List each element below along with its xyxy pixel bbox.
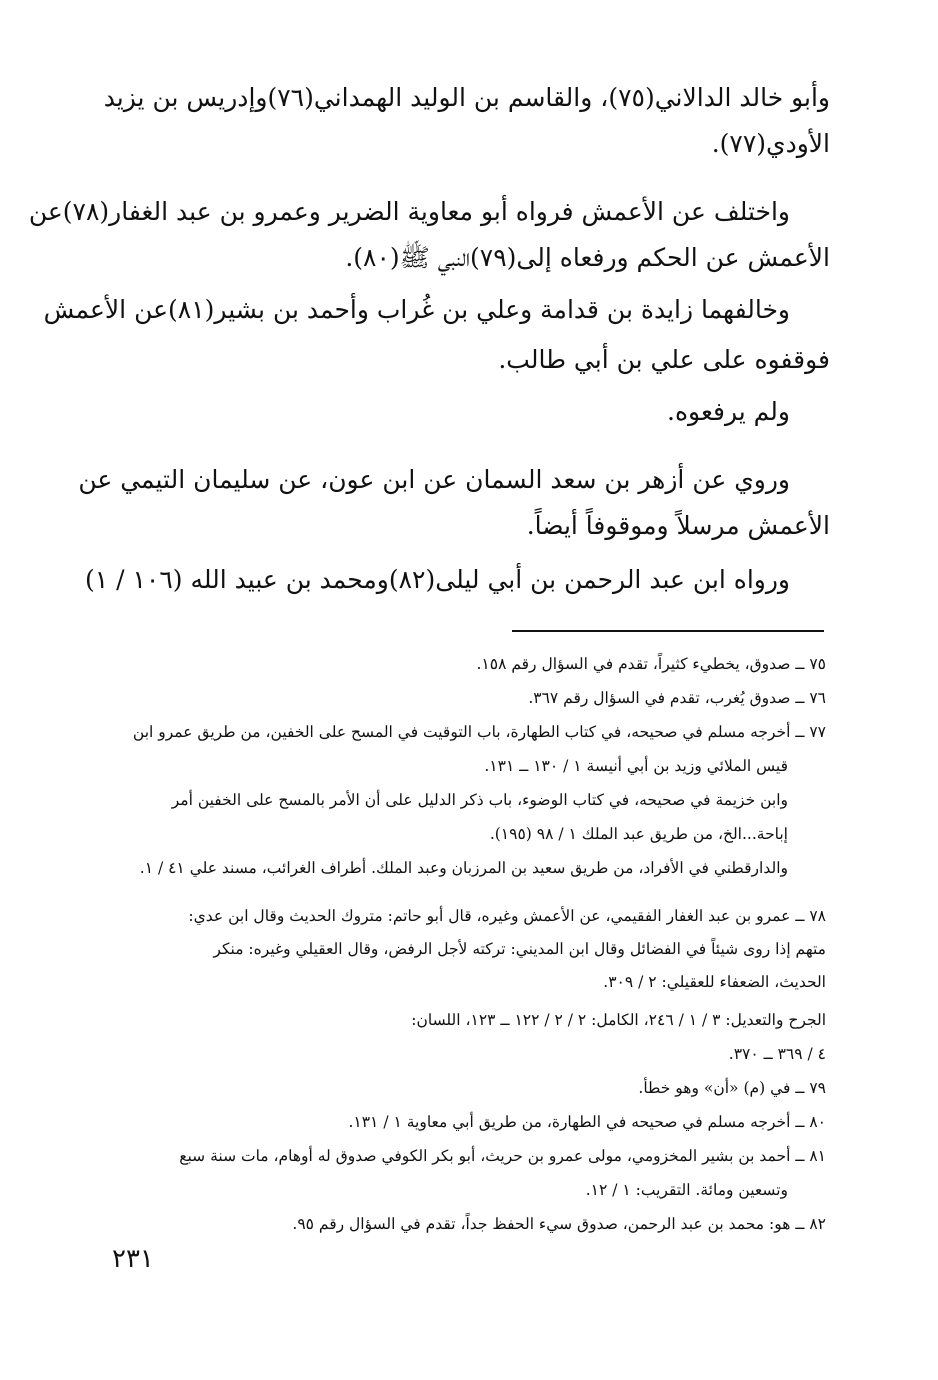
footnote-81-cont: وتسعين ومائة. التقريب: ١ / ١٢. (585, 1181, 788, 1199)
body-line-10: ورواه ابن عبد الرحمن بن أبي ليلى(٨٢)ومحمد بن عبيد الله (١٠٦ / ١) (84, 565, 790, 594)
body-line-9: الأعمش مرسلاً وموقوفاً أيضاً. (526, 511, 830, 540)
footnote-77: ٧٧ ــ أخرجه مسلم في صحيحه، في كتاب الطهارة، باب التوقيت في المسح على الخفين، من طريق عمرو ابن (132, 723, 826, 741)
footnote-78: ٧٨ ــ عمرو بن عبد الغفار الفقيمي، عن الأعمش وغيره، قال أبو حاتم: متروك الحديث وقال ابن عدي: (188, 907, 826, 925)
footnote-78-cont-3: الجرح والتعديل: ٣ / ١ / ٢٤٦، الكامل: ٢ / ٢ / ١٢٢ ــ ١٢٣، اللسان: (411, 1011, 826, 1029)
body-line-1: وأبو خالد الدالاني(٧٥)، والقاسم بن الوليد الهمداني(٧٦)وإدريس بن يزيد (103, 83, 830, 112)
page-number: ٢٣١ (112, 1244, 154, 1274)
footnote-78-cont-2: الحديث، الضعفاء للعقيلي: ٢ / ٣٠٩. (603, 973, 826, 991)
footnote-76: ٧٦ ــ صدوق يُغرب، تقدم في السؤال رقم ٣٦٧. (528, 689, 826, 707)
footnote-75: ٧٥ ــ صدوق، يخطيء كثيراً، تقدم في السؤال رقم ١٥٨. (476, 655, 826, 673)
footnote-77-cont-4: والدارقطني في الأفراد، من طريق سعيد بن المرزبان وعبد الملك. أطراف الغرائب، مسند علي ٤١ / ١. (139, 859, 788, 877)
footnote-82: ٨٢ ــ هو: محمد بن عبد الرحمن، صدوق سيء الحفظ جداً، تقدم في السؤال رقم ٩٥. (292, 1215, 826, 1233)
footnote-78-cont-1: متهم إذا روى شيئاً في الفضائل وقال ابن المديني: تركته لأجل الرفض، وقال العقيلي وغيره: منكر (213, 940, 826, 958)
footnote-77-cont-1: قيس الملائي وزيد بن أبي أنيسة ١ / ١٣٠ ــ ١٣١. (484, 757, 788, 775)
footnote-77-cont-2: وابن خزيمة في صحيحه، في كتاب الوضوء، باب ذكر الدليل على أن الأمر بالمسح على الخفين أمر (171, 791, 788, 809)
footnote-79: ٧٩ ــ في (م) «أن» وهو خطأ. (638, 1079, 826, 1097)
body-line-4: الأعمش عن الحكم ورفعاه إلى(٧٩)النبي ﷺ(٨٠). (345, 243, 830, 272)
body-line-7: ولم يرفعوه. (667, 397, 790, 426)
footnote-80: ٨٠ ــ أخرجه مسلم في صحيحه في الطهارة، من طريق أبي معاوية ١ / ١٣١. (348, 1113, 826, 1131)
footnote-81: ٨١ ــ أحمد بن بشير المخزومي، مولى عمرو بن حريث، أبو بكر الكوفي صدوق له أوهام، مات سنة سبع (179, 1147, 826, 1165)
footnote-77-cont-3: إباحة...الخ، من طريق عبد الملك ١ / ٩٨ (١٩٥). (489, 825, 788, 843)
footnote-78-cont-4: ٤ / ٣٦٩ ــ ٣٧٠. (728, 1045, 826, 1063)
body-line-2: الأودي(٧٧). (711, 129, 830, 158)
body-line-8: وروي عن أزهر بن سعد السمان عن ابن عون، عن سليمان التيمي عن (78, 465, 790, 494)
footnote-separator (512, 630, 824, 632)
body-line-5: وخالفهما زايدة بن قدامة وعلي بن غُراب وأحمد بن بشير(٨١)عن الأعمش (43, 295, 790, 324)
body-line-3: واختلف عن الأعمش فرواه أبو معاوية الضرير وعمرو بن عبد الغفار(٧٨)عن (28, 197, 790, 226)
body-line-6: فوقفوه على علي بن أبي طالب. (498, 345, 830, 374)
